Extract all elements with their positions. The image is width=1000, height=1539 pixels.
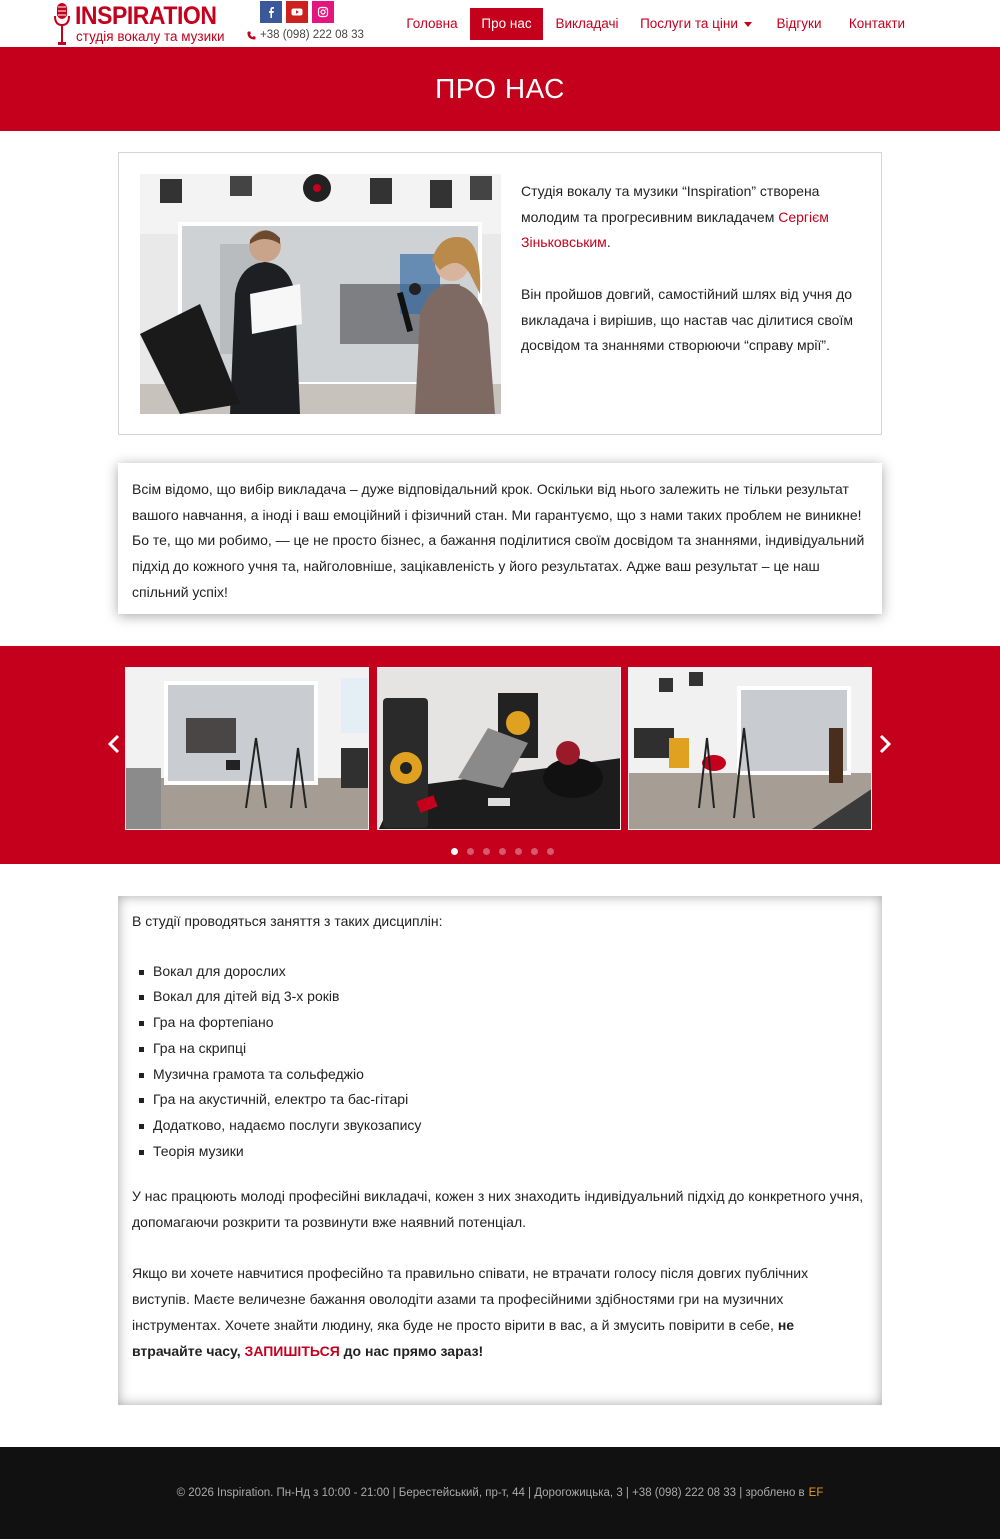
- caret-down-icon: [744, 22, 752, 27]
- carousel-dot[interactable]: [451, 848, 458, 855]
- facebook-icon: [265, 6, 277, 18]
- intro-paragraph-1: [521, 179, 856, 256]
- page-title-banner: [0, 47, 1000, 131]
- nav-contacts[interactable]: Контакти: [848, 16, 906, 31]
- brand-name: INSPIRATION: [75, 2, 217, 30]
- nav-services-label: Послуги та ціни: [640, 16, 738, 31]
- nav-home[interactable]: Головна: [406, 16, 458, 31]
- founder-link[interactable]: Сергієм Зіньковським: [521, 208, 829, 251]
- cta-bold-text: не втрачайте часу,: [132, 1316, 795, 1359]
- carousel-dot[interactable]: [483, 848, 490, 855]
- list-item: Гра на акустичній, електро та бас-гітарі: [153, 1087, 868, 1113]
- microphone-icon: [52, 2, 72, 46]
- carousel-dot[interactable]: [531, 848, 538, 855]
- list-item: Теорія музики: [153, 1139, 868, 1165]
- chevron-right-icon[interactable]: [878, 734, 892, 754]
- site-footer: [0, 1447, 1000, 1539]
- disciplines-list: [153, 959, 868, 1165]
- carousel-dot[interactable]: [515, 848, 522, 855]
- facebook-link[interactable]: [260, 1, 282, 23]
- header-phone[interactable]: [247, 29, 364, 41]
- instagram-icon: [317, 6, 329, 18]
- cta-bold-text: до нас прямо зараз!: [339, 1342, 484, 1359]
- carousel-dot[interactable]: [547, 848, 554, 855]
- teachers-paragraph: У нас працюють молоді професійні викладачі, кожен з них знаходить індивідуальний підхід до конкретного учня, допомагаючи розкрити та розвинути вже наявний потенціал.: [132, 1188, 864, 1231]
- intro-text-segment: Студія вокалу та музики “Inspiration” створена молодим та прогресивним викладачем: [521, 183, 820, 225]
- page-title: ПРО НАС: [435, 73, 565, 104]
- signup-link[interactable]: ЗАПИШІТЬСЯ: [244, 1342, 340, 1359]
- logo[interactable]: [52, 2, 230, 46]
- list-item: Гра на скрипці: [153, 1036, 868, 1062]
- nav-reviews[interactable]: Відгуки: [776, 16, 822, 31]
- youtube-link[interactable]: [286, 1, 308, 23]
- intro-text: [521, 179, 856, 359]
- mission-card: [118, 463, 882, 614]
- site-header: [0, 0, 1000, 47]
- intro-text-segment: .: [606, 234, 611, 251]
- list-item: Вокал для дітей від 3-х років: [153, 984, 868, 1010]
- disciplines-card: [118, 896, 882, 1405]
- phone-number: +38 (098) 222 08 33: [260, 29, 364, 41]
- intro-paragraph-2: Він пройшов довгий, самостійний шлях від учня до викладача і вирішив, що настав час ділитися своїм досвідом та знаннями створюючи “справу мрії”.: [521, 285, 853, 354]
- disciplines-intro: В студії проводяться заняття з таких дисциплін:: [132, 913, 443, 929]
- nav-about[interactable]: Про нас: [470, 8, 543, 40]
- carousel-slide[interactable]: [125, 667, 369, 830]
- nav-services[interactable]: [631, 8, 761, 40]
- youtube-icon: [291, 6, 303, 18]
- intro-card: [118, 152, 882, 435]
- carousel-dot[interactable]: [467, 848, 474, 855]
- carousel-dot[interactable]: [499, 848, 506, 855]
- mission-text: Всім відомо, що вибір викладача – дуже відповідальний крок. Оскільки від нього залежить не тільки результат вашого навчання, а іноді і ваш емоційний і фізичний стан. Ми гарантуємо, що з нами таких проблем не виникне! Бо те, що ми робимо, — це не просто бізнес, а бажання поділитися своїм досвідом та знаннями, індивідуальний підхід до кожного учня та, найголовніше, зацікавленість у його результатах. Адже ваш результат – це наш спільний успіх!: [132, 481, 865, 600]
- chevron-left-icon[interactable]: [107, 734, 121, 754]
- carousel-slide[interactable]: [377, 667, 621, 830]
- maker-link[interactable]: EF: [808, 1487, 824, 1499]
- instagram-link[interactable]: [312, 1, 334, 23]
- phone-icon: [247, 31, 256, 40]
- nav-teachers[interactable]: Викладачі: [555, 16, 619, 31]
- carousel-slide[interactable]: [628, 667, 872, 830]
- list-item: Гра на фортепіано: [153, 1010, 868, 1036]
- list-item: Додатково, надаємо послуги звукозапису: [153, 1113, 868, 1139]
- photo-carousel: [0, 646, 1000, 864]
- brand-tagline: студія вокалу та музики: [76, 29, 225, 44]
- intro-photo: [140, 174, 501, 414]
- list-item: Музична грамота та сольфеджіо: [153, 1062, 868, 1088]
- call-to-action-paragraph: [132, 1261, 868, 1364]
- list-item: Вокал для дорослих: [153, 959, 868, 985]
- cta-text-segment: Якщо ви хочете навчитися професійно та правильно співати, не втрачати голосу після довгих публічних виступів. Маєте величезне бажання оволодіти азами та професійними здібностями гри на музичних інструментах. Хочете знайти людину, яка буде не просто вірити в вас, а й змусить повірити в себе,: [132, 1265, 809, 1333]
- footer-text: © 2026 Inspiration. Пн-Нд з 10:00 - 21:00 | Берестейський, пр-т, 44 | Дорогожицька, 3 | +38 (098) 222 08 33 | зроблено в: [176, 1487, 805, 1499]
